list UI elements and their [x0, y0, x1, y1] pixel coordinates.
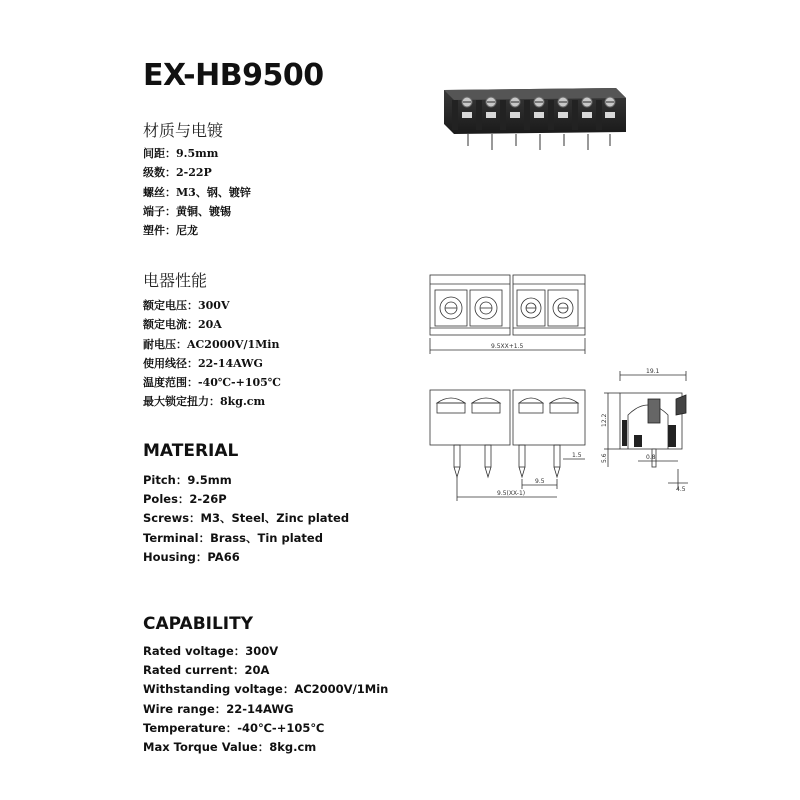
- spec-row: 使用线径：22-14AWG: [143, 356, 263, 370]
- product-photo: [440, 80, 630, 170]
- spec-row: Poles：2-26P: [143, 492, 227, 507]
- top-dim-label: 9.5XX+1.5: [491, 343, 524, 350]
- spec-row: 端子：黄铜、镀锡: [143, 204, 231, 218]
- spec-row: 级数：2-22P: [143, 166, 212, 180]
- spec-row: 额定电压：300V: [143, 299, 230, 312]
- capability-en-list: [143, 642, 388, 757]
- materials-cn-heading: 材质与电镀: [143, 121, 224, 140]
- capability-en-heading: CAPABILITY: [143, 614, 254, 634]
- spec-row: 最大锁定扭力：8kg.cm: [143, 395, 266, 409]
- side-dim-pin: 5.6: [601, 453, 608, 463]
- front-view-drawing: [425, 385, 595, 505]
- spec-row: Max Torque Value：8kg.cm: [143, 740, 317, 755]
- material-en-list: [143, 471, 349, 567]
- top-view-drawing: [425, 270, 595, 370]
- spec-row: Housing：PA66: [143, 549, 240, 564]
- side-dim-height: 12.2: [601, 413, 608, 427]
- product-title: EX-HB9500: [143, 58, 324, 93]
- spec-row: Terminal：Brass、Tin plated: [143, 530, 323, 545]
- spec-row: Pitch：9.5mm: [143, 473, 232, 487]
- side-view-drawing: [598, 365, 698, 500]
- side-dim-width: 19.1: [646, 368, 660, 375]
- front-dim-total: 9.5(XX-1): [497, 490, 526, 497]
- material-en-heading: MATERIAL: [143, 441, 239, 461]
- spec-row: 塑件：尼龙: [143, 224, 198, 238]
- spec-row: Withstanding voltage：AC2000V/1Min: [143, 682, 389, 697]
- side-dim-pin-width: 0.8: [646, 454, 656, 461]
- front-dim-pin: 1.5: [572, 452, 582, 459]
- spec-row: Screws：M3、Steel、Zinc plated: [143, 511, 350, 526]
- spec-row: Rated voltage：300V: [143, 644, 279, 658]
- spec-row: 温度范围：-40℃-+105℃: [143, 376, 281, 390]
- materials-cn-list: [143, 144, 251, 240]
- spec-row: Temperature：-40℃-+105℃: [143, 720, 325, 735]
- side-dim-offset: 4.5: [676, 486, 686, 493]
- electrical-cn-heading: 电器性能: [143, 271, 208, 290]
- spec-row: Wire range：22-14AWG: [143, 701, 294, 716]
- spec-row: Rated current：20A: [143, 663, 270, 678]
- electrical-cn-list: [143, 296, 281, 412]
- spec-row: 额定电流：20A: [143, 318, 222, 332]
- spec-row: 耐电压：AC2000V/1Min: [143, 337, 280, 351]
- spec-row: 螺丝：M3、钢、镀锌: [143, 185, 251, 199]
- front-dim-pitch: 9.5: [535, 478, 545, 485]
- spec-row: 间距：9.5mm: [143, 147, 219, 160]
